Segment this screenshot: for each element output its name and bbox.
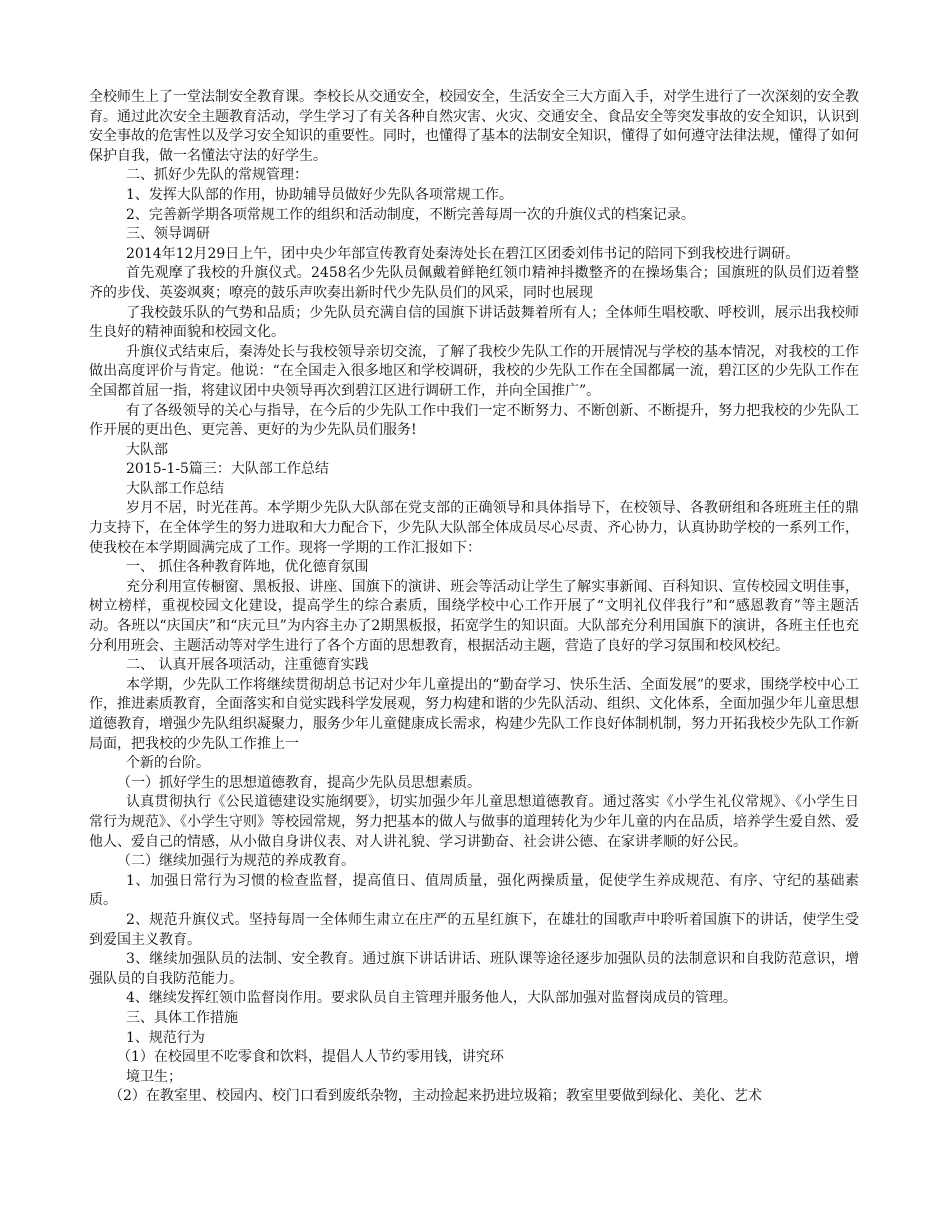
date-title-line: 2015-1-5篇三：大队部工作总结 [126, 461, 329, 478]
section-heading: 二、 认真开展各项活动，注重德育实践 [126, 657, 369, 674]
paragraph: 3、继续加强队员的法制、安全教育。通过旗下讲话讲话、班队课等途径逐步加强队员的法制意识和自我防范意识，增强队员的自我防范能力。 [89, 951, 859, 987]
section-heading: 二、抓好少先队的常规管理： [126, 167, 308, 184]
section-heading: 一、 抓住各种教育阵地，优化德育氛围 [126, 559, 369, 576]
paragraph: 岁月不居，时光荏苒。本学期少先队大队部在党支部的正确领导和具体指导下，在校领导、各教研组和各班班主任的鼎力支持下，在全体学生的努力进取和大力配合下，少先队大队部全体成员尽心尽责、齐心协力，认真协助学校的一系列工作，使我校在本学期圆满完成了工作。现将一学期的工作汇报如下： [89, 500, 859, 556]
paragraph: 1、加强日常行为习惯的检查监督，提高值日、值周质量，强化两操质量，促使学生养成规范、有序、守纪的基础素质。 [89, 872, 859, 909]
document-body [89, 88, 859, 1107]
paragraph: 1、发挥大队部的作用，协助辅导员做好少先队各项常规工作。 [126, 186, 513, 203]
signature-line: 大队部 [126, 441, 168, 458]
paragraph: 充分利用宣传橱窗、黑板报、讲座、国旗下的演讲、班会等活动让学生了解实事新闻、百科知识、宣传校园文明佳事，树立榜样，重视校园文化建设，提高学生的综合素质，围绕学校中心工作开展了“文明礼仪伴我行”和“感恩教育”等主题活动。各班以“庆国庆”和“庆元旦”为内容主办了2期黑板报，拓宽学生的知识面。大队部充分利用国旗下的演讲，各班主任也充分利用班会、主题活动等对学生进行了各个方面的思想教育，根据活动主题，营造了良好的学习氛围和校风校纪。 [89, 578, 859, 654]
section-heading: 三、具体工作措施 [126, 1009, 238, 1026]
paragraph: 2、完善新学期各项常规工作的组织和活动制度，不断完善每周一次的升旗仪式的档案记录。 [126, 206, 695, 223]
paragraph: 2014年12月29日上午，团中央少年部宣传教育处秦涛处长在碧江区团委刘伟书记的陪同下到我校进行调研。 [126, 245, 800, 262]
paragraph: 升旗仪式结束后，秦涛处长与我校领导亲切交流，了解了我校少先队工作的开展情况与学校的基本情况，对我校的工作做出高度评价与肯定。他说：“在全国走入很多地区和学校调研，我校的少先队工作在全国都属一流，碧江区的少先队工作在全国都首屈一指，将建议团中央领导再次到碧江区进行调研工作，并向全国推广”。 [89, 343, 859, 399]
list-item: 1、规范行为 [126, 1029, 205, 1046]
paragraph: 有了各级领导的关心与指导，在今后的少先队工作中我们一定不断努力、不断创新、不断提升，努力把我校的少先队工作开展的更出色、更完善、更好的为少先队员们服务! [89, 402, 859, 439]
paragraph: 了我校鼓乐队的气势和品质；少先队员充满自信的国旗下讲话鼓舞着所有人；全体师生唱校歌、呼校训，展示出我校师生良好的精神面貌和校园文化。 [89, 304, 859, 341]
paragraph: 认真贯彻执行《公民道德建设实施纲要》，切实加强少年儿童思想道德教育。通过落实《小学生礼仪常规》、《小学生日常行为规范》、《小学生守则》等校园常规，努力把基本的做人与做事的道理转化为少年儿童的内在品质，培养学生爱自然、爱他人、爱自己的情感，从小做自身讲仪表、对人讲礼貌、学习讲勤奋、社会讲公德、在家讲孝顺的好公民。 [89, 794, 859, 850]
paragraph: 4、继续发挥红领巾监督岗作用。要求队员自主管理并服务他人，大队部加强对监督岗成员的管理。 [126, 990, 737, 1007]
paragraph: 首先观摩了我校的升旗仪式。2458名少先队员佩戴着鲜艳红领巾精神抖擞整齐的在操场集合；国旗班的队员们迈着整齐的步伐、英姿飒爽；嘹亮的鼓乐声吹奏出新时代少先队员们的风采，同时也展现 [89, 265, 859, 301]
list-item: （2）在教室里、校园内、校门口看到废纸杂物，主动捡起来扔进垃圾箱；教室里要做到绿化、美化、艺术 [109, 1088, 762, 1105]
paragraph: 个新的台阶。 [126, 755, 210, 772]
list-item: （1）在校园里不吃零食和饮料，提倡人人节约零用钱，讲究环 [117, 1049, 504, 1066]
paragraph: 境卫生； [126, 1068, 182, 1085]
document-title: 大队部工作总结 [126, 480, 224, 497]
paragraph: 全校师生上了一堂法制安全教育课。李校长从交通安全，校园安全，生活安全三大方面入手，对学生进行了一次深刻的安全教育。通过此次安全主题教育活动，学生学习了有关各种自然灾害、火灾、交通安全、食品安全等突发事故的安全知识，认识到安全事故的危害性以及学习安全知识的重要性。同时，也懂得了基本的法制安全知识，懂得了如何遵守法律法规，懂得了如何保护自我，做一名懂法守法的好学生。 [89, 89, 859, 164]
section-heading: 三、领导调研 [126, 226, 210, 243]
paragraph: 2、规范升旗仪式。坚持每周一全体师生肃立在庄严的五星红旗下，在雄壮的国歌声中聆听着国旗下的讲话，使学生受到爱国主义教育。 [89, 911, 859, 948]
paragraph: 本学期，少先队工作将继续贯彻胡总书记对少年儿童提出的“勤奋学习、快乐生活、全面发展”的要求，围绕学校中心工作，推进素质教育，全面落实和自觉实践科学发展观，努力构建和谐的少先队活动、组织、文化体系，全面加强少年儿童思想道德教育，增强少先队组织凝聚力，服务少年儿童健康成长需求，构建少先队工作良好体制机制，努力开拓我校少先队工作新局面，把我校的少先队工作推上一 [89, 676, 859, 752]
subsection-heading: （一）抓好学生的思想道德教育，提高少先队员思想素质。 [117, 774, 481, 791]
subsection-heading: （二）继续加强行为规范的养成教育。 [117, 853, 355, 870]
